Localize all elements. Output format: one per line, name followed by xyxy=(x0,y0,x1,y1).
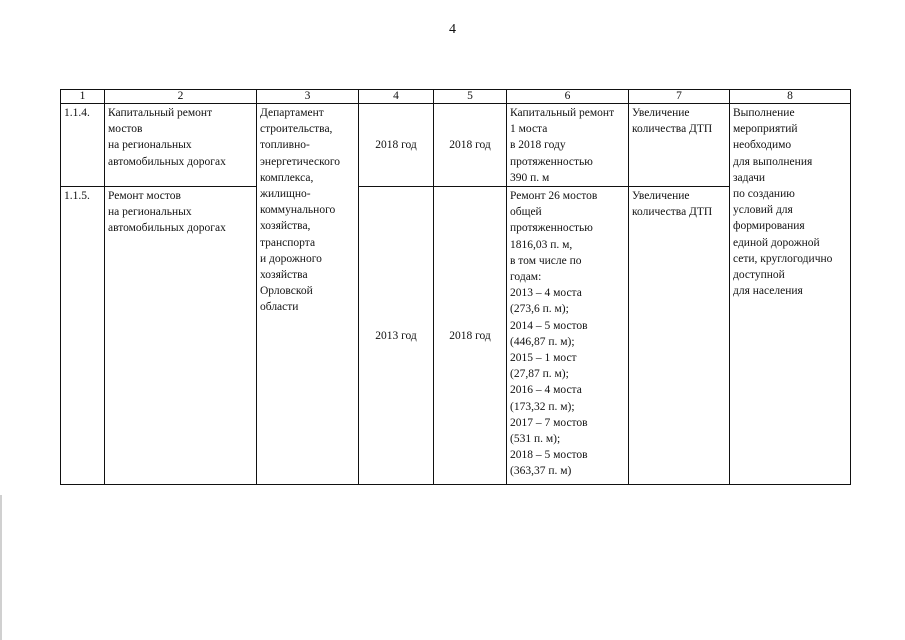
header-cell: 2 xyxy=(105,90,257,104)
text-line: условий для xyxy=(733,204,793,217)
text-line: и дорожного xyxy=(260,252,322,265)
text-line: транспорта xyxy=(260,236,316,249)
text-line: в том числе по xyxy=(510,254,582,267)
text-line: автомобильных дорогах xyxy=(108,222,226,235)
start-year: 2018 год xyxy=(359,104,434,187)
text-line: Департамент xyxy=(260,107,324,119)
header-cell: 6 xyxy=(507,90,629,104)
measure-number: 1.1.5. xyxy=(61,187,105,485)
text-line: необходимо xyxy=(733,139,792,152)
scan-edge xyxy=(0,495,2,640)
text-line: (27,87 п. м); xyxy=(510,368,569,381)
text-line: коммунального xyxy=(260,204,336,217)
text-line: количества ДТП xyxy=(632,206,713,219)
text-line: Капитальный ремонт xyxy=(510,107,615,119)
start-year: 2013 год xyxy=(359,187,434,485)
text-line: мероприятий xyxy=(733,123,798,136)
text-line: энергетического xyxy=(260,155,341,168)
text-line: 2014 – 5 мостов xyxy=(510,319,588,332)
header-row xyxy=(61,90,851,104)
text-line: общей xyxy=(510,206,542,219)
text-line: комплекса, xyxy=(260,171,314,184)
text-line: мостов xyxy=(108,123,143,136)
volume-cell xyxy=(507,104,629,187)
text-line: автомобильных дорогах xyxy=(108,155,226,168)
volume-cell xyxy=(507,187,629,485)
text-line: доступной xyxy=(733,269,785,282)
header-cell: 5 xyxy=(434,90,507,104)
text-line: единой дорожной xyxy=(733,236,820,249)
text-line: строительства, xyxy=(260,123,333,136)
text-line: (446,87 п. м); xyxy=(510,335,575,348)
text-line: протяженностью xyxy=(510,222,593,235)
text-line: по созданию xyxy=(733,188,795,201)
text-line: на региональных xyxy=(108,206,192,219)
text-line: для выполнения xyxy=(733,155,813,168)
executor-cell xyxy=(257,104,359,485)
text-line: в 2018 году xyxy=(510,139,566,152)
text-line: 390 п. м xyxy=(510,171,550,184)
text-line: для населения xyxy=(733,285,803,298)
end-year: 2018 год xyxy=(434,187,507,485)
text-line: Ремонт мостов xyxy=(108,190,181,203)
end-year: 2018 год xyxy=(434,104,507,187)
text-line: (173,32 п. м); xyxy=(510,400,575,413)
measure-number: 1.1.4. xyxy=(61,104,105,187)
header-cell: 3 xyxy=(257,90,359,104)
text-line: хозяйства, xyxy=(260,220,311,233)
text-line: количества ДТП xyxy=(632,123,713,136)
measure-name xyxy=(105,104,257,187)
page-number: 4 xyxy=(449,22,456,37)
text-line: 2017 – 7 мостов xyxy=(510,416,588,429)
measure-name xyxy=(105,187,257,485)
text-line: протяженностью xyxy=(510,155,593,168)
table-row xyxy=(61,104,851,187)
text-line: на региональных xyxy=(108,139,192,152)
text-line: (363,37 п. м) xyxy=(510,465,572,478)
header-cell: 1 xyxy=(61,90,105,104)
text-line: Ремонт 26 мостов xyxy=(510,190,598,203)
text-line: Выполнение xyxy=(733,107,795,119)
text-line: 1 моста xyxy=(510,123,548,136)
text-line: жилищно- xyxy=(260,188,311,201)
text-line: 2015 – 1 мост xyxy=(510,352,577,365)
measures-table xyxy=(60,89,850,484)
indicator-cell xyxy=(629,104,730,187)
text-line: (273,6 п. м); xyxy=(510,303,569,316)
text-line: 2013 – 4 моста xyxy=(510,287,582,300)
text-line: сети, круглогодично xyxy=(733,252,833,265)
text-line: (531 п. м); xyxy=(510,433,561,446)
text-line: области xyxy=(260,301,299,314)
indicator-cell xyxy=(629,187,730,485)
text-line: 1816,03 п. м, xyxy=(510,238,573,251)
text-line: топливно- xyxy=(260,139,310,152)
text-line: Увеличение xyxy=(632,107,690,119)
header-cell: 8 xyxy=(730,90,851,104)
text-line: Увеличение xyxy=(632,190,690,203)
text-line: формирования xyxy=(733,220,805,233)
header-cell: 7 xyxy=(629,90,730,104)
text-line: хозяйства xyxy=(260,269,308,282)
text-line: годам: xyxy=(510,271,542,284)
text-line: 2018 – 5 мостов xyxy=(510,449,588,462)
text-line: 2016 – 4 моста xyxy=(510,384,582,397)
goal-cell xyxy=(730,104,851,485)
text-line: Орловской xyxy=(260,285,313,298)
header-cell: 4 xyxy=(359,90,434,104)
text-line: задачи xyxy=(733,171,766,184)
text-line: Капитальный ремонт xyxy=(108,107,213,119)
